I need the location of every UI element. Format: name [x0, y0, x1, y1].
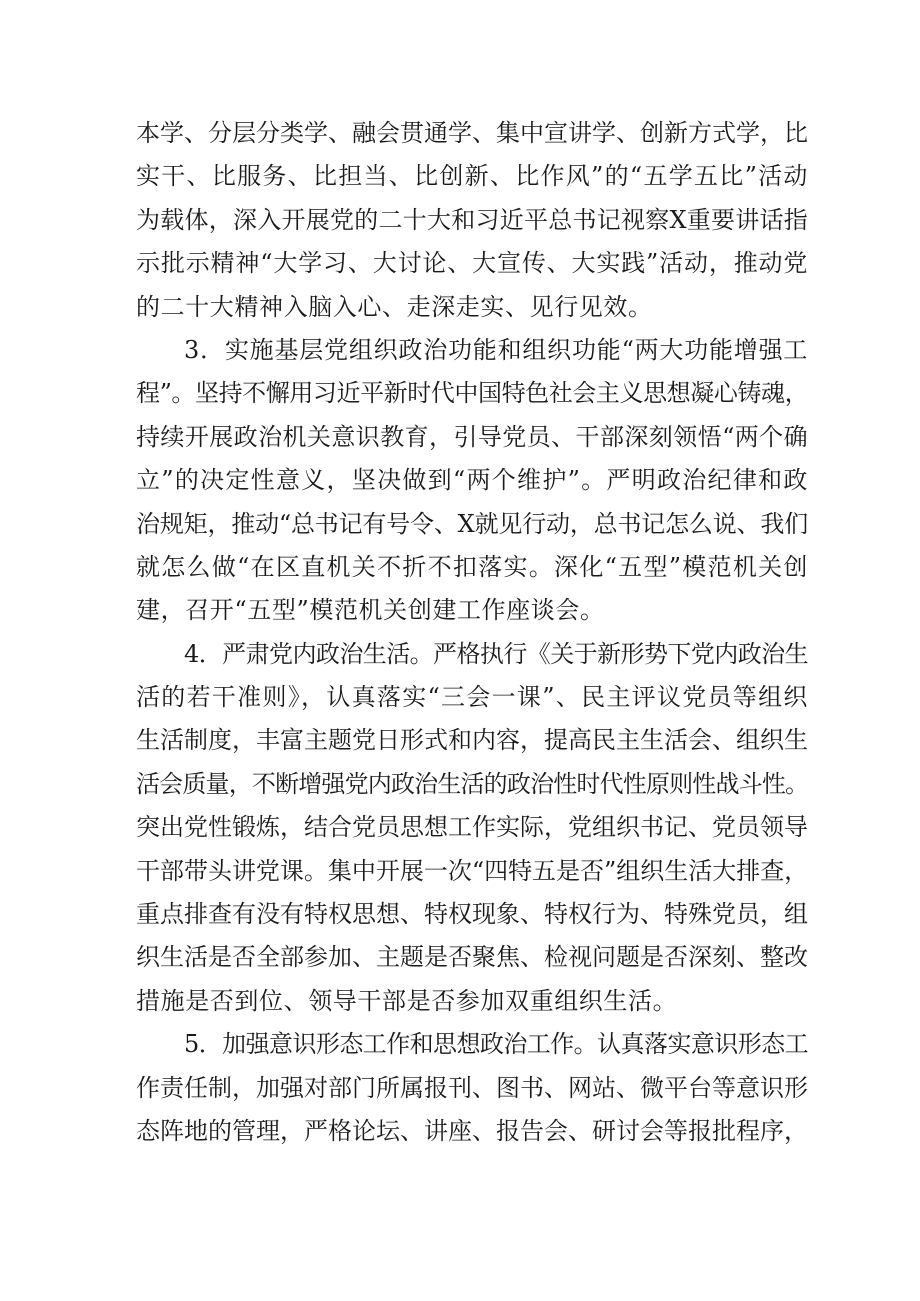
document-body [136, 112, 808, 1153]
text-line: 5．加强意识形态工作和思想政治工作。认真落实意识形态工 [184, 1030, 808, 1059]
text-line: 4．严肃党内政治生活。严格执行《关于新形势下党内政治生 [184, 639, 808, 668]
text-line: 治规矩，推动“总书记有号令、X就见行动，总书记怎么说、我们 [136, 509, 808, 538]
text-line: 重点排查有没有特权思想、特权现象、特权行为、特殊党员，组 [136, 900, 808, 929]
text-line: 态阵地的管理，严格论坛、讲座、报告会、研讨会等报批程序， [136, 1116, 808, 1145]
text-line: 的二十大精神入脑入心、走深走实、见行见效。 [136, 292, 653, 321]
text-line: 示批示精神“大学习、大讨论、大宣传、大实践”活动，推动党 [136, 249, 808, 278]
text-line: 干部带头讲党课。集中开展一次“四特五是否”组织生活大排查， [136, 856, 808, 885]
text-line: 实干、比服务、比担当、比创新、比作风”的“五学五比”活动 [136, 162, 808, 191]
paragraph-continuation [136, 112, 808, 329]
paragraph-item-5 [136, 1023, 808, 1153]
text-line: 建，召开“五型”模范机关创建工作座谈会。 [136, 596, 605, 625]
text-line: 突出党性锻炼，结合党员思想工作实际，党组织书记、党员领导 [136, 813, 808, 842]
text-line: 为载体，深入开展党的二十大和习近平总书记视察X重要讲话指 [136, 205, 808, 234]
text-line: 就怎么做“在区直机关不折不扣落实。深化“五型”模范机关创 [136, 552, 808, 581]
text-line: 生活制度，丰富主题党日形式和内容，提高民主生活会、组织生 [136, 726, 808, 755]
text-line: 立”的决定性意义，坚决做到“两个维护”。严明政治纪律和政 [136, 466, 808, 495]
text-line: 活会质量，不断增强党内政治生活的政治性时代性原则性战斗性。 [136, 769, 808, 798]
text-line: 措施是否到位、领导干部是否参加双重组织生活。 [136, 986, 678, 1015]
text-line: 程”。坚持不懈用习近平新时代中国特色社会主义思想凝心铸魂， [136, 379, 808, 408]
text-line: 持续开展政治机关意识教育，引导党员、干部深刻领悟“两个确 [136, 422, 808, 451]
text-line: 3．实施基层党组织政治功能和组织功能“两大功能增强工 [184, 335, 808, 364]
paragraph-item-4 [136, 633, 808, 1024]
paragraph-item-3 [136, 329, 808, 633]
text-line: 活的若干准则》，认真落实“三会一课”、民主评议党员等组织 [136, 683, 808, 712]
text-line: 织生活是否全部参加、主题是否聚焦、检视问题是否深刻、整改 [136, 943, 808, 972]
text-line: 本学、分层分类学、融会贯通学、集中宣讲学、创新方式学，比 [136, 119, 808, 147]
text-line: 作责任制，加强对部门所属报刊、图书、网站、微平台等意识形 [136, 1073, 808, 1102]
